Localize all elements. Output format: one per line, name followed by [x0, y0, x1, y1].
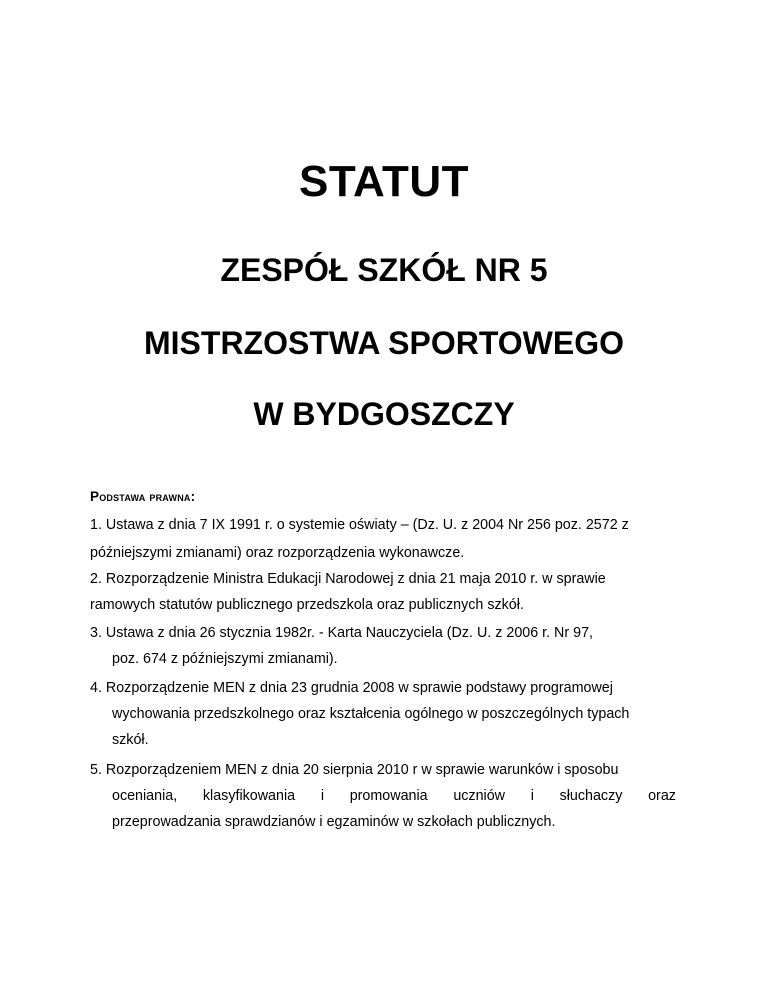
justified-word: i: [530, 788, 534, 804]
item-3-line-1: [90, 620, 676, 646]
justified-word: oraz: [648, 788, 676, 804]
justified-word: oceniania,: [112, 788, 178, 804]
document-title: STATUT: [299, 157, 469, 206]
justified-word: słuchaczy: [559, 788, 623, 804]
section-heading-legal-basis: Podstawa prawna:: [90, 489, 196, 504]
item-4-line-3: szkół.: [112, 732, 149, 748]
item-4-line-1: 4. Rozporządzenie MEN z dnia 23 grudnia 2008 w sprawie podstawy programowej: [90, 680, 613, 696]
item-4-line-2: wychowania przedszkolnego oraz kształcenia ogólnego w poszczególnych typach: [112, 706, 630, 722]
justified-word: i: [320, 788, 324, 804]
item-2-line-1: [90, 566, 676, 592]
item-1-line-1: [90, 512, 676, 538]
justified-word: uczniów: [453, 788, 505, 804]
item-5-line-2: [112, 783, 676, 809]
school-city-line: W BYDGOSZCZY: [253, 396, 515, 432]
item-3-line-1-text: 3. Ustawa z dnia 26 stycznia 1982r. - Karta Nauczyciela (Dz. U. z 2006 r. Nr 97,: [90, 625, 593, 641]
item-1-line-2: późniejszymi zmianami) oraz rozporządzenia wykonawcze.: [90, 545, 465, 561]
item-2-line-2: ramowych statutów publicznego przedszkola oraz publicznych szkół.: [90, 597, 524, 613]
item-1-line-1-text: 1. Ustawa z dnia 7 IX 1991 r. o systemie oświaty – (Dz. U. z 2004 Nr 256 poz. 2572 z: [90, 517, 629, 533]
justified-word: promowania: [349, 788, 428, 804]
item-5-line-1: 5. Rozporządzeniem MEN z dnia 20 sierpnia 2010 r w sprawie warunków i sposobu: [90, 762, 619, 778]
school-name-line: ZESPÓŁ SZKÓŁ NR 5: [220, 252, 548, 288]
school-type-line: MISTRZOSTWA SPORTOWEGO: [144, 325, 624, 361]
justified-word: klasyfikowania: [202, 788, 296, 804]
item-5-line-2-justified: [112, 783, 676, 809]
item-2-line-1-text: 2. Rozporządzenie Ministra Edukacji Narodowej z dnia 21 maja 2010 r. w sprawie: [90, 571, 606, 587]
item-5-line-3: przeprowadzania sprawdzianów i egzaminów w szkołach publicznych.: [112, 814, 556, 830]
item-3-line-2: poz. 674 z późniejszymi zmianami).: [112, 651, 338, 667]
